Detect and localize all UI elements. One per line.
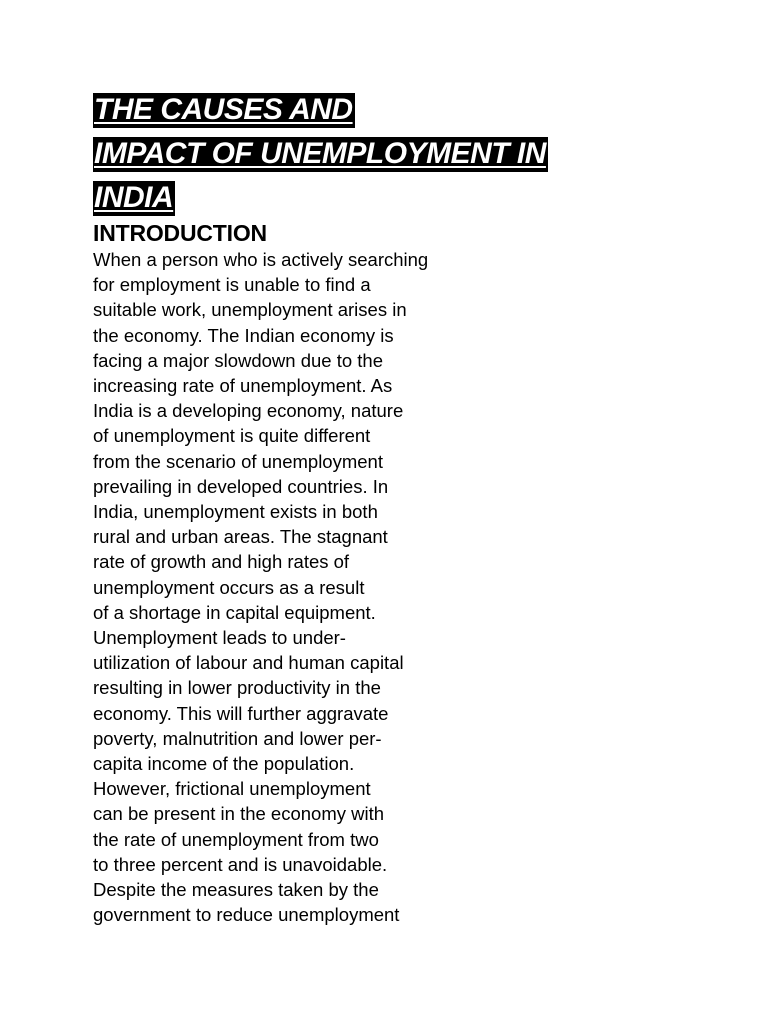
body-line: rural and urban areas. The stagnant [93,526,388,548]
title-line [93,176,653,220]
body-line: Despite the measures taken by the [93,879,379,901]
body-line: resulting in lower productivity in the [93,677,381,699]
body-line: utilization of labour and human capital [93,652,404,674]
body-line: However, frictional unemployment [93,778,371,800]
body-line: the economy. The Indian economy is [93,324,394,346]
title-line-text: IMPACT OF UNEMPLOYMENT IN [94,137,546,170]
body-line: to three percent and is unavoidable. [93,853,388,875]
body-line: Unemployment leads to under- [93,627,346,649]
title-line-text: INDIA [94,181,174,214]
body-line: from the scenario of unemployment [93,450,383,472]
document-title [93,88,653,220]
body-line: facing a major slowdown due to the [93,349,384,371]
body-line: the rate of unemployment from two [93,828,379,850]
body-line: unemployment occurs as a result [93,576,365,598]
body-line: India, unemployment exists in both [93,501,378,523]
body-line: suitable work, unemployment arises in [93,299,407,321]
body-line: for employment is unable to find a [93,274,371,296]
body-line: India is a developing economy, nature [93,400,404,422]
body-line: poverty, malnutrition and lower per- [93,727,382,749]
body-line: When a person who is actively searching [93,249,429,270]
body-line: economy. This will further aggravate [93,702,389,724]
body-line: prevailing in developed countries. In [93,475,389,497]
body-line: rate of growth and high rates of [93,551,350,573]
body-line: government to reduce unemployment [93,904,400,926]
body-line: capita income of the population. [93,753,355,775]
body-paragraph [93,247,513,927]
body-line: of unemployment is quite different [93,425,371,447]
title-line [93,88,653,132]
title-line [93,132,653,176]
title-line-text: THE CAUSES AND [94,93,353,126]
body-line: of a shortage in capital equipment. [93,601,376,623]
section-heading: INTRODUCTION [93,220,267,246]
body-line: can be present in the economy with [93,803,385,825]
body-line: increasing rate of unemployment. As [93,375,393,397]
